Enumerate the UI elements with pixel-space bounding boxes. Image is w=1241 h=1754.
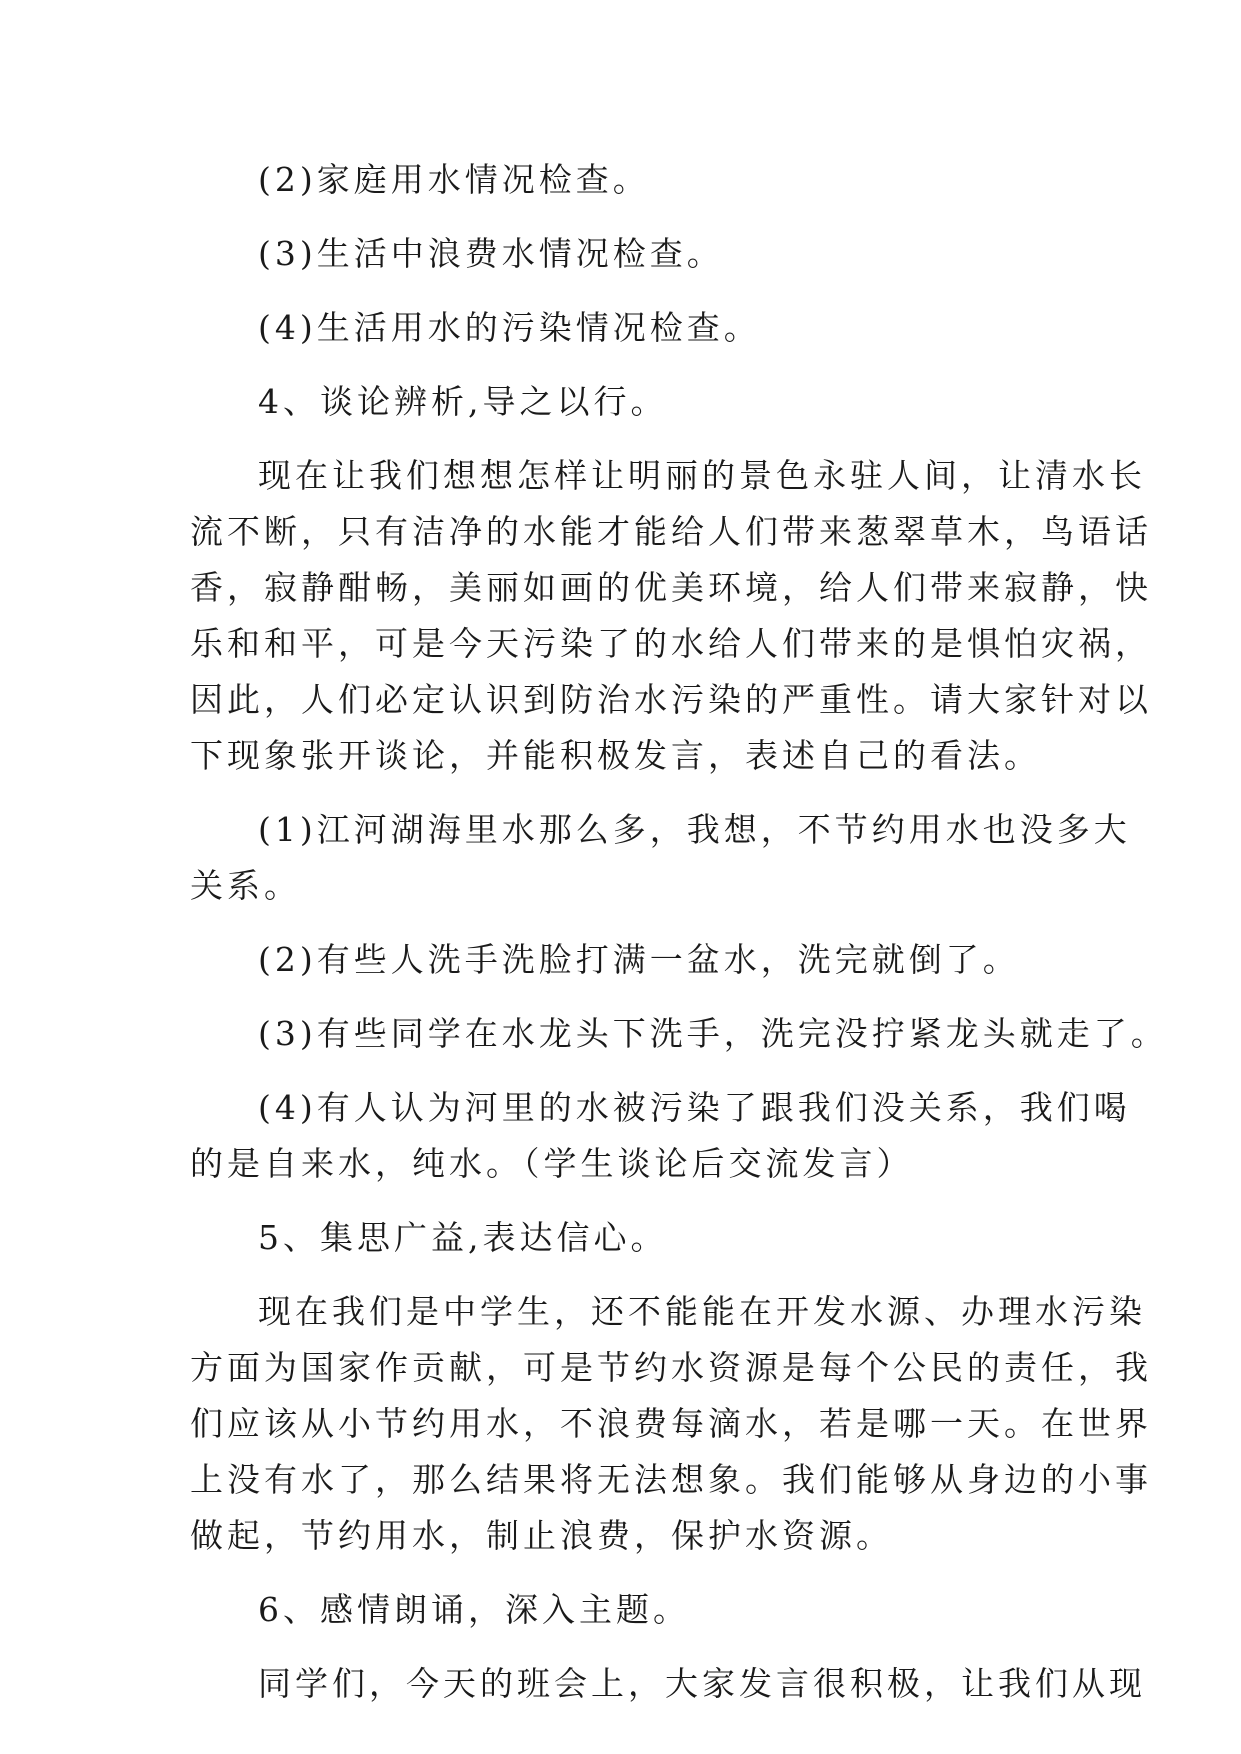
text-line: 现在让我们想想怎样让明丽的景色永驻人间，让清水长 bbox=[258, 456, 1146, 495]
text-line: (2)有些人洗手洗脸打满一盆水，洗完就倒了。 bbox=[258, 940, 1020, 979]
paragraph bbox=[190, 1284, 1152, 1564]
paragraph bbox=[190, 448, 1152, 784]
text-line: 方面为国家作贡献，可是节约水资源是每个公民的责任，我 bbox=[190, 1348, 1152, 1387]
text-line: 的是自来水，纯水。（学生谈论后交流发言） bbox=[190, 1144, 914, 1183]
section-heading bbox=[190, 1210, 1070, 1266]
paragraph bbox=[190, 152, 1070, 208]
text-line: 5、集思广益,表达信心。 bbox=[258, 1218, 668, 1257]
text-line: 做起，节约用水，制止浪费，保护水资源。 bbox=[190, 1516, 893, 1555]
text-line: (4)有人认为河里的水被污染了跟我们没关系，我们喝 bbox=[258, 1088, 1131, 1127]
text-line: 关系。 bbox=[190, 866, 301, 905]
document-body bbox=[190, 152, 1168, 1730]
text-line: 6、感情朗诵，深入主题。 bbox=[258, 1590, 690, 1629]
text-line: 们应该从小节约用水，不浪费每滴水，若是哪一天。在世界 bbox=[190, 1404, 1152, 1443]
section-heading bbox=[190, 1582, 1070, 1638]
text-line: 4、谈论辨析,导之以行。 bbox=[258, 382, 668, 421]
text-line: 香，寂静酣畅，美丽如画的优美环境，给人们带来寂静，快 bbox=[190, 568, 1152, 607]
text-line: (2)家庭用水情况检查。 bbox=[258, 160, 650, 199]
text-line: 现在我们是中学生，还不能能在开发水源、办理水污染 bbox=[258, 1292, 1146, 1331]
paragraph bbox=[190, 802, 1131, 914]
text-line: 同学们，今天的班会上，大家发言很积极，让我们从现 bbox=[258, 1664, 1146, 1703]
paragraph bbox=[190, 300, 1070, 356]
paragraph bbox=[190, 932, 1070, 988]
text-line: 下现象张开谈论，并能积极发言，表述自己的看法。 bbox=[190, 736, 1041, 775]
text-line: 流不断，只有洁净的水能才能给人们带来葱翠草木，鸟语话 bbox=[190, 512, 1152, 551]
section-heading bbox=[190, 374, 1070, 430]
paragraph bbox=[190, 226, 1070, 282]
text-line: 乐和和平，可是今天污染了的水给人们带来的是惧怕灾祸， bbox=[190, 624, 1152, 663]
text-line: (3)生活中浪费水情况检查。 bbox=[258, 234, 724, 273]
text-line: 上没有水了，那么结果将无法想象。我们能够从身边的小事 bbox=[190, 1460, 1152, 1499]
text-line: (3)有些同学在水龙头下洗手，洗完没拧紧龙头就走了。 bbox=[258, 1014, 1168, 1053]
text-line: (4)生活用水的污染情况检查。 bbox=[258, 308, 761, 347]
text-line: 因此，人们必定认识到防治水污染的严重性。请大家针对以 bbox=[190, 680, 1152, 719]
paragraph bbox=[190, 1006, 1168, 1062]
paragraph bbox=[190, 1656, 1146, 1712]
paragraph bbox=[190, 1080, 1131, 1192]
text-line: (1)江河湖海里水那么多，我想，不节约用水也没多大 bbox=[258, 810, 1131, 849]
